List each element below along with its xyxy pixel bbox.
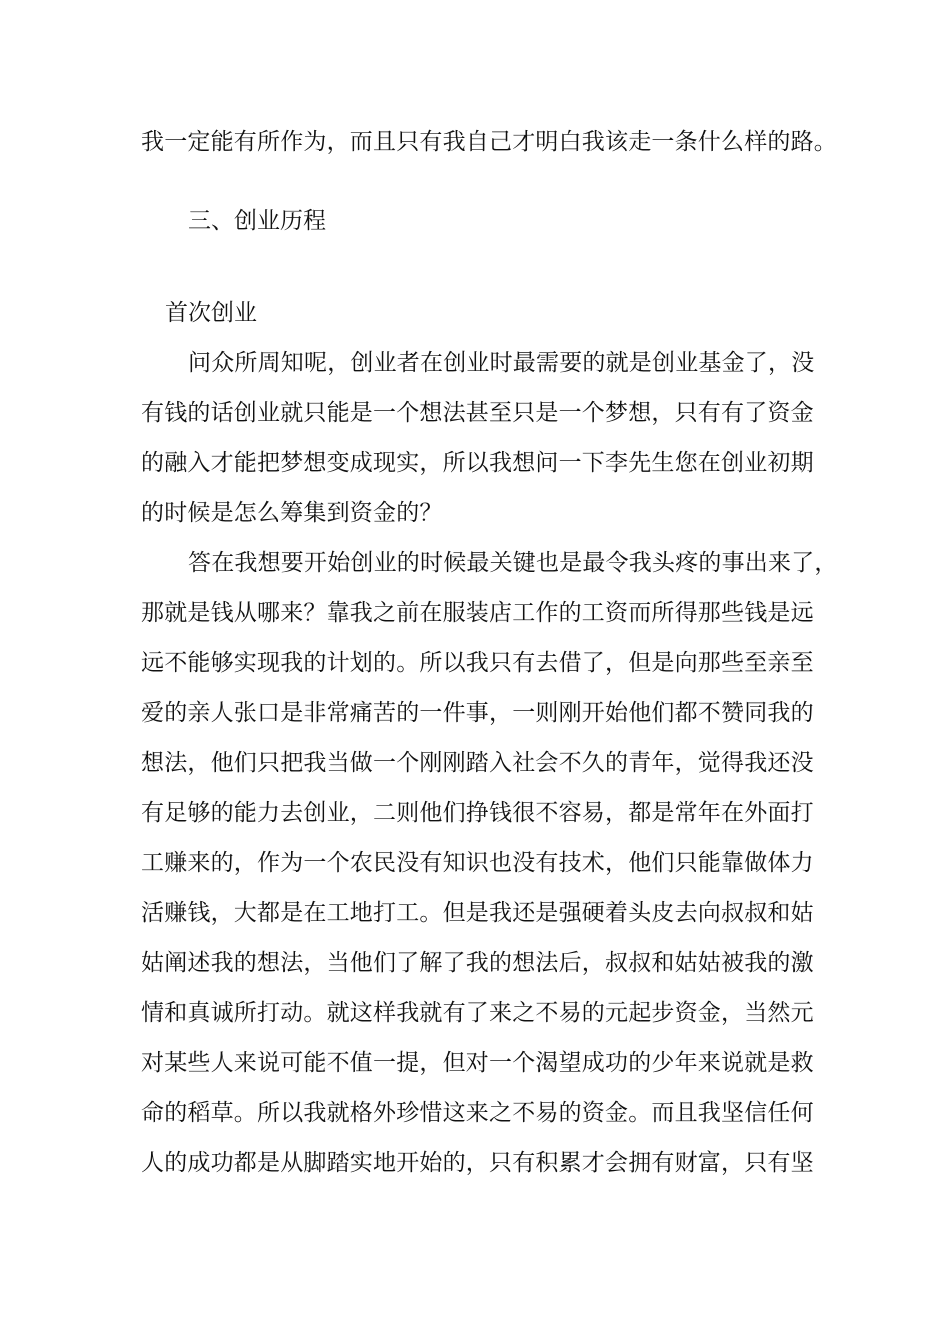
answer-line: 远不能够实现我的计划的。所以我只有去借了，但是向那些至亲至 xyxy=(141,650,814,676)
intro-line: 我一定能有所作为，而且只有我自己才明白我该走一条什么样的路。 xyxy=(141,129,837,155)
question-line: 问众所周知呢，创业者在创业时最需要的就是创业基金了，没 xyxy=(188,350,815,376)
question-line: 有钱的话创业就只能是一个想法甚至只是一个梦想，只有有了资金 xyxy=(141,400,814,426)
answer-line: 情和真诚所打动。就这样我就有了来之不易的元起步资金，当然元 xyxy=(141,1000,814,1026)
answer-line: 工赚来的，作为一个农民没有知识也没有技术，他们只能靠做体力 xyxy=(141,850,814,876)
answer-line: 对某些人来说可能不值一提，但对一个渴望成功的少年来说就是救 xyxy=(141,1050,814,1076)
subheading: 首次创业 xyxy=(165,300,257,326)
section-heading: 三、创业历程 xyxy=(188,208,326,234)
answer-line: 活赚钱，大都是在工地打工。但是我还是强硬着头皮去向叔叔和姑 xyxy=(141,900,814,926)
answer-line: 有足够的能力去创业，二则他们挣钱很不容易，都是常年在外面打 xyxy=(141,800,814,826)
answer-line: 答在我想要开始创业的时候最关键也是最令我头疼的事出来了， xyxy=(188,550,838,576)
answer-line: 那就是钱从哪来？靠我之前在服装店工作的工资而所得那些钱是远 xyxy=(141,600,814,626)
question-line: 的融入才能把梦想变成现实，所以我想问一下李先生您在创业初期 xyxy=(141,450,814,476)
answer-line: 人的成功都是从脚踏实地开始的，只有积累才会拥有财富，只有坚 xyxy=(141,1150,814,1176)
answer-line: 命的稻草。所以我就格外珍惜这来之不易的资金。而且我坚信任何 xyxy=(141,1100,814,1126)
answer-line: 爱的亲人张口是非常痛苦的一件事，一则刚开始他们都不赞同我的 xyxy=(141,700,814,726)
question-line: 的时候是怎么筹集到资金的？ xyxy=(141,500,443,526)
answer-line: 姑阐述我的想法，当他们了解了我的想法后，叔叔和姑姑被我的激 xyxy=(141,950,814,976)
answer-line: 想法，他们只把我当做一个刚刚踏入社会不久的青年，觉得我还没 xyxy=(141,750,814,776)
